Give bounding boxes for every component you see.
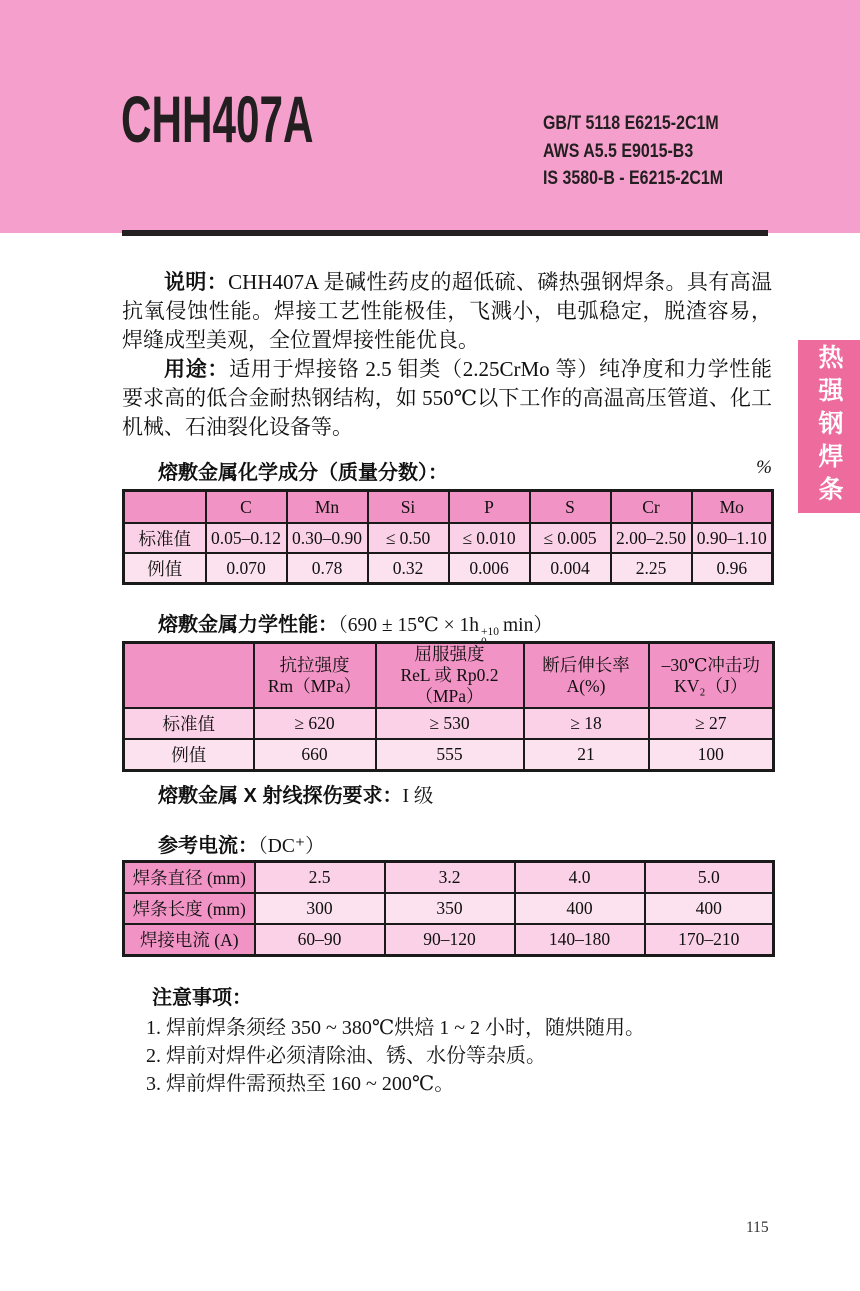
table-header-row xyxy=(124,643,774,709)
header-banner xyxy=(0,0,860,233)
page-number: 115 xyxy=(746,1219,769,1236)
tolerance-sup: +10 xyxy=(481,626,500,638)
note-item: 2. 焊前对焊件必须清除油、锈、水份等杂质。 xyxy=(146,1045,546,1067)
table-cell: 2.00–2.50 xyxy=(611,523,692,553)
unit-percent: % xyxy=(756,457,772,478)
column-header: Mn xyxy=(287,491,368,524)
table-cell: 21 xyxy=(524,739,649,771)
notes-section xyxy=(122,984,772,1098)
table-cell: 60–90 xyxy=(255,924,385,956)
standard-line-aws: AWS A5.5 E9015-B3 xyxy=(543,140,694,162)
description-label: 说明： xyxy=(164,271,229,294)
column-header-line1: 抗拉强度 xyxy=(279,654,350,675)
column-header-line2: KV₂（J） xyxy=(674,675,748,696)
divider-rule xyxy=(122,230,768,236)
notes-title: 注意事项： xyxy=(152,987,252,1009)
chemical-section-header xyxy=(122,456,772,485)
column-header-line1: –30℃冲击功 xyxy=(661,654,760,675)
row-label: 焊条长度 (mm) xyxy=(124,893,255,924)
chemical-table xyxy=(122,489,774,585)
standard-line-is: IS 3580-B - E6215-2C1M xyxy=(543,168,724,189)
table-row xyxy=(124,862,774,894)
usage-paragraph xyxy=(122,355,772,442)
column-header-line1: 断后伸长率 xyxy=(542,654,630,675)
table-cell: ≥ 620 xyxy=(254,708,376,739)
xray-requirement xyxy=(158,779,433,808)
table-cell: 90–120 xyxy=(385,924,515,956)
column-header xyxy=(649,643,774,709)
table-cell: 170–210 xyxy=(645,924,774,956)
table-cell: 0.05–0.12 xyxy=(206,523,287,553)
table-corner-cell xyxy=(124,491,206,524)
note-item: 3. 焊前焊件需预热至 160 ~ 200℃。 xyxy=(146,1073,455,1095)
table-cell: 660 xyxy=(254,739,376,771)
table-cell: 4.0 xyxy=(515,862,645,894)
column-header: P xyxy=(449,491,530,524)
table-row xyxy=(124,523,773,553)
table-row xyxy=(124,739,774,771)
table-cell: ≥ 27 xyxy=(649,708,774,739)
column-header xyxy=(524,643,649,709)
column-header: Cr xyxy=(611,491,692,524)
mechanical-table xyxy=(122,641,775,772)
product-title: CHH407A xyxy=(121,82,314,156)
table-cell: ≤ 0.50 xyxy=(368,523,449,553)
current-table xyxy=(122,860,775,957)
column-header: Si xyxy=(368,491,449,524)
table-row xyxy=(124,924,774,956)
chemical-section-title: 熔敷金属化学成分（质量分数）： xyxy=(158,462,448,484)
table-row xyxy=(124,553,773,584)
table-row xyxy=(124,708,774,739)
column-header: S xyxy=(530,491,611,524)
table-cell: ≥ 18 xyxy=(524,708,649,739)
standard-line-gbt: GB/T 5118 E6215-2C1M xyxy=(543,113,719,134)
mechanical-section-title: 熔敷金属力学性能： xyxy=(158,614,338,636)
column-header xyxy=(254,643,376,709)
column-header: Mo xyxy=(692,491,773,524)
intro-section xyxy=(122,268,772,442)
description-paragraph xyxy=(122,268,772,355)
note-item: 1. 焊前焊条须经 350 ~ 380℃烘焙 1 ~ 2 小时，随烘随用。 xyxy=(146,1017,646,1039)
table-cell: 0.78 xyxy=(287,553,368,584)
row-label: 焊接电流 (A) xyxy=(124,924,255,956)
description-text: CHH407A 是碱性药皮的超低硫、磷热强钢焊条。具有高温抗氧侵蚀性能。焊接工艺性能极佳，飞溅小，电弧稳定，脱渣容易，焊缝成型美观，全位置焊接性能优良。 xyxy=(122,270,773,352)
table-cell: ≤ 0.005 xyxy=(530,523,611,553)
table-cell: 400 xyxy=(645,893,774,924)
table-cell: 0.004 xyxy=(530,553,611,584)
table-cell: 0.32 xyxy=(368,553,449,584)
column-header-line2: ReL 或 Rp0.2（MPa） xyxy=(400,665,499,706)
condition-suffix: min） xyxy=(503,615,553,636)
table-cell: 0.006 xyxy=(449,553,530,584)
column-header xyxy=(376,643,524,709)
current-polarity: （DC⁺） xyxy=(258,836,325,857)
current-section-title: 参考电流： xyxy=(158,835,258,857)
row-label: 例值 xyxy=(124,739,254,771)
xray-value: I 级 xyxy=(402,786,434,807)
table-cell: 3.2 xyxy=(385,862,515,894)
row-label: 焊条直径 (mm) xyxy=(124,862,255,894)
table-cell: 350 xyxy=(385,893,515,924)
table-cell: 0.90–1.10 xyxy=(692,523,773,553)
column-header-line2: A(%) xyxy=(566,675,606,696)
side-tab-category xyxy=(798,340,860,513)
row-label: 标准值 xyxy=(124,708,254,739)
row-label: 例值 xyxy=(124,553,206,584)
row-label: 标准值 xyxy=(124,523,206,553)
table-cell: 5.0 xyxy=(645,862,774,894)
usage-label: 用途： xyxy=(164,358,230,381)
table-cell: 2.5 xyxy=(255,862,385,894)
table-cell: 0.30–0.90 xyxy=(287,523,368,553)
table-cell: 300 xyxy=(255,893,385,924)
side-tab-label: 热强钢焊条 xyxy=(815,344,843,509)
table-cell: 555 xyxy=(376,739,524,771)
table-cell: 0.96 xyxy=(692,553,773,584)
table-cell: 0.070 xyxy=(206,553,287,584)
column-header-line1: 屈服强度 xyxy=(414,644,485,664)
condition-prefix: （690 ± 15℃ × 1h xyxy=(338,615,480,636)
table-cell: 140–180 xyxy=(515,924,645,956)
table-corner-cell xyxy=(124,643,254,709)
table-header-row xyxy=(124,491,773,524)
column-header-line2: Rm（MPa） xyxy=(267,675,362,696)
xray-label: 熔敷金属 X 射线探伤要求： xyxy=(158,785,403,807)
notes-list xyxy=(122,1014,772,1098)
current-section-header xyxy=(158,829,325,858)
usage-text: 适用于焊接铬 2.5 钼类（2.25CrMo 等）纯净度和力学性能要求高的低合金耐热钢结构，如 550℃以下工作的高温高压管道、化工机械、石油裂化设备等。 xyxy=(122,357,773,439)
table-cell: ≥ 530 xyxy=(376,708,524,739)
column-header: C xyxy=(206,491,287,524)
table-cell: 400 xyxy=(515,893,645,924)
mechanical-condition xyxy=(338,615,553,636)
table-cell: 100 xyxy=(649,739,774,771)
table-row xyxy=(124,893,774,924)
table-cell: 2.25 xyxy=(611,553,692,584)
standards-list xyxy=(543,110,723,193)
table-cell: ≤ 0.010 xyxy=(449,523,530,553)
